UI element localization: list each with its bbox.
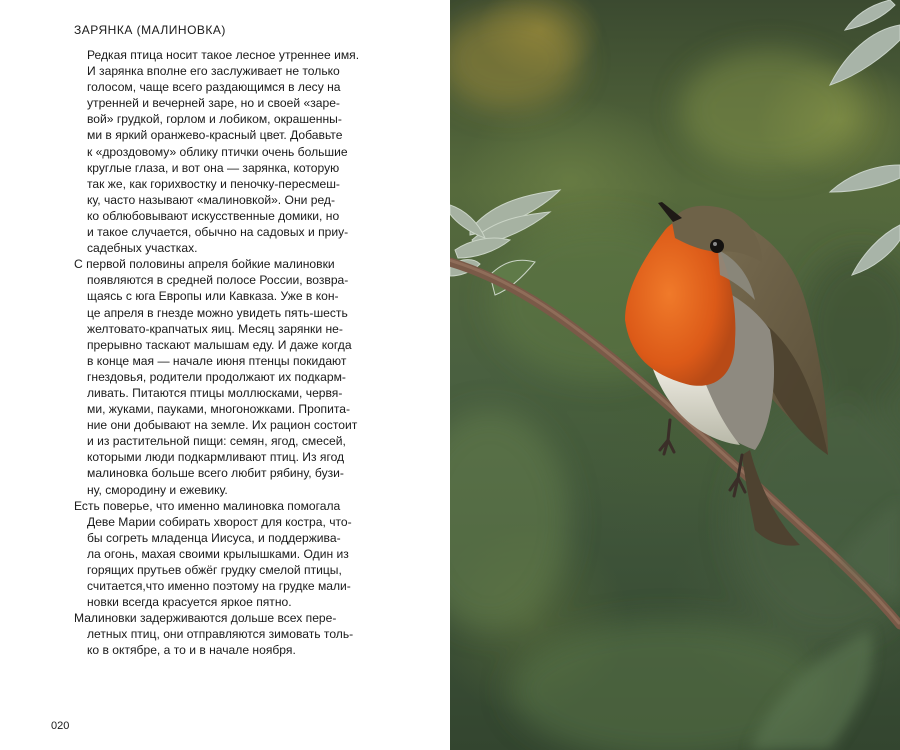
text-line: С первой половины апреля бойкие малиновки (74, 257, 335, 272)
text-line: садебных участках. (87, 241, 198, 256)
text-line: ко в октябре, а то и в начале ноября. (87, 643, 296, 658)
text-line: вой» грудкой, горлом и лобиком, окрашенны- (87, 112, 342, 127)
text-line: ми, жуками, пауками, многоножками. Пропита- (87, 402, 351, 417)
text-line: горящих прутьев обжёг грудку смелой птицы, (87, 563, 342, 577)
robin-photo (450, 0, 900, 750)
text-line: И зарянка вполне его заслуживает не только (87, 64, 340, 79)
text-line: и такое случается, обычно на садовых и приу- (87, 225, 349, 240)
text-line: Малиновки задерживаются дольше всех пере- (74, 611, 337, 626)
text-line: Деве Марии собирать хворост для костра, что- (87, 514, 352, 529)
text-line: щаясь с юга Европы или Кавказа. Уже в кон- (87, 289, 339, 304)
text-line: ко облюбовывают искусственные домики, но (87, 208, 340, 223)
text-line: бы согреть младенца Иисуса, и поддержива- (87, 530, 341, 545)
text-line: летных птиц, они отправляются зимовать толь- (87, 627, 354, 642)
text-line: к «дроздовому» облику птички очень большие (87, 144, 348, 159)
text-line: ливать. Питаются птицы моллюсками, червя- (87, 385, 343, 400)
text-line: ние они добывают на земле. Их рацион состоит (87, 418, 358, 433)
text-line: которыми люди подкармливают птиц. Из ягод (87, 450, 345, 465)
text-line: утренней и вечерней заре, но и своей «заре- (87, 96, 340, 111)
robin-beak (658, 202, 682, 222)
text-line: так же, как горихвостку и пеночку-пересмеш- (87, 176, 340, 191)
text-line: новки всегда красуется яркое пятно. (87, 595, 292, 610)
text-line: голосом, чаще всего раздающимся в лесу на (87, 80, 341, 95)
page-number: 020 (51, 720, 70, 732)
page-title: ЗАРЯНКА (МАЛИНОВКА) (74, 23, 226, 37)
text-line: появляются в средней полосе России, возвра- (87, 273, 349, 288)
text-line: гнездовья, родители продолжают их подкарм- (87, 369, 346, 384)
text-line: ку, часто называют «малиновкой». Они ред- (87, 192, 336, 207)
robin-illustration (450, 0, 900, 750)
robin-eye (710, 239, 724, 253)
text-line: прерывно таскают малышам еду. И даже когда (87, 337, 352, 352)
text-line: це апреля в гнезде можно увидеть пять-шесть (87, 305, 348, 320)
text-line: в конце мая — начале июня птенцы покидают (87, 353, 347, 368)
text-line: и из растительной пищи: семян, ягод, смесей, (87, 434, 346, 449)
text-line: ла огонь, махая своими крылышками. Один из (87, 546, 349, 561)
text-line: ми в яркий оранжево-красный цвет. Добавьте (87, 128, 343, 143)
text-line: Редкая птица носит такое лесное утреннее имя. (87, 48, 360, 62)
text-line: желтовато-крапчатых яиц. Месяц зарянки не- (87, 321, 343, 336)
text-line: круглые глаза, и вот она — зарянка, которую (87, 160, 340, 175)
text-line: считается,что именно поэтому на грудке мали- (87, 579, 351, 594)
text-line: ну, смородину и ежевику. (87, 482, 228, 497)
article-body (74, 47, 404, 659)
text-line: Есть поверье, что именно малиновка помогала (74, 498, 341, 513)
text-line: малиновка больше всего любит рябину, бузи- (87, 466, 344, 481)
